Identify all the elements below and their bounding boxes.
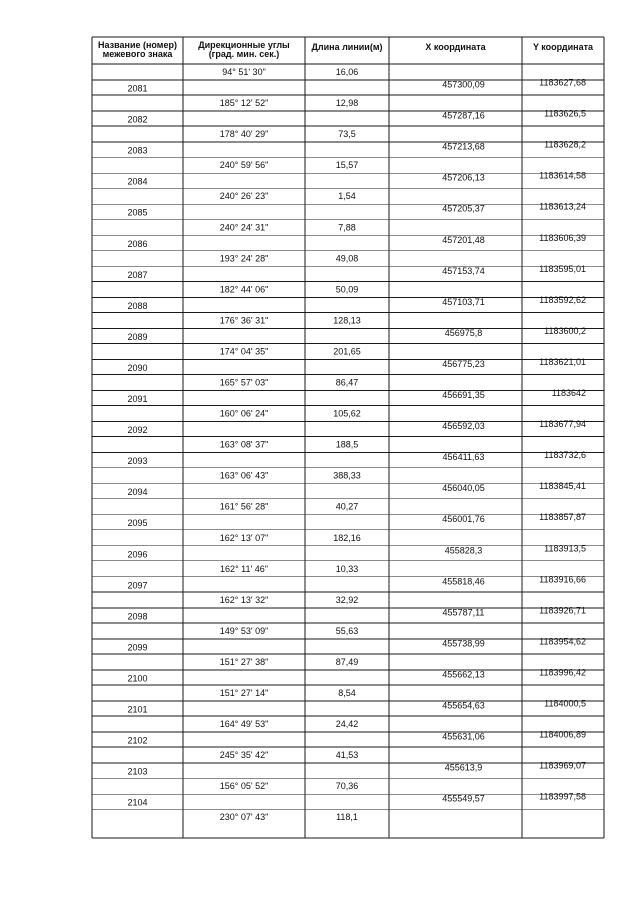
point-name: 2081 xyxy=(127,83,148,94)
point-name: 2088 xyxy=(127,300,148,311)
x-coordinate: 457287,16 xyxy=(442,110,485,121)
x-coordinate: 457300,09 xyxy=(442,79,485,90)
line-length: 388,33 xyxy=(333,470,361,481)
line-length: 70,36 xyxy=(335,781,359,792)
point-name: 2097 xyxy=(127,580,148,591)
y-coordinate: 1183642 xyxy=(551,388,586,399)
y-coordinate: 1183969,07 xyxy=(539,760,586,771)
line-length: 86,47 xyxy=(335,377,359,388)
line-length: 128,13 xyxy=(333,315,361,326)
line-length: 24,42 xyxy=(335,719,359,730)
table-grid xyxy=(92,37,604,838)
x-coordinate: 457103,71 xyxy=(442,296,485,307)
x-coordinate: 456592,03 xyxy=(442,421,485,432)
y-coordinate: 1183732,6 xyxy=(544,450,586,461)
point-name: 2082 xyxy=(127,114,148,125)
direction-angle: 160° 06' 24" xyxy=(219,408,269,419)
y-coordinate: 1183592,62 xyxy=(539,294,586,305)
direction-angle: 178° 40' 29" xyxy=(219,129,269,140)
line-length: 8,54 xyxy=(338,688,356,698)
y-coordinate: 1183626,5 xyxy=(544,108,586,119)
y-coordinate: 1183997,58 xyxy=(539,791,586,802)
direction-angle: 240° 24' 31" xyxy=(219,222,269,233)
header-name: Название (номер) xyxy=(98,40,177,50)
x-coordinate: 456775,23 xyxy=(442,358,485,369)
line-length: 10,33 xyxy=(335,563,359,574)
direction-angle: 94° 51' 30" xyxy=(222,67,266,77)
x-coordinate: 457205,37 xyxy=(442,203,485,214)
point-name: 2089 xyxy=(127,331,148,342)
x-coordinate: 455787,11 xyxy=(442,607,485,618)
point-name: 2095 xyxy=(127,518,148,529)
direction-angle: 240° 59' 56" xyxy=(219,160,269,171)
x-coordinate: 456691,35 xyxy=(442,390,485,401)
point-name: 2103 xyxy=(127,766,148,777)
point-name: 2104 xyxy=(127,797,148,808)
line-length: 87,49 xyxy=(335,656,359,667)
direction-angle: 162° 13' 07" xyxy=(219,532,269,543)
line-length: 40,27 xyxy=(335,501,359,512)
y-coordinate: 1183954,62 xyxy=(539,636,586,647)
y-coordinate: 1183627,68 xyxy=(539,77,586,88)
line-length: 188,5 xyxy=(335,439,359,450)
y-coordinate: 1183628,2 xyxy=(544,139,586,150)
x-coordinate: 456040,05 xyxy=(442,483,485,494)
x-coordinate: 456001,76 xyxy=(442,514,485,525)
y-coordinate: 1184000,5 xyxy=(544,698,586,709)
x-coordinate: 455613,9 xyxy=(444,762,483,773)
x-coordinate: 455662,13 xyxy=(442,669,485,680)
header-angle: Дирекционные углы xyxy=(198,40,290,50)
x-coordinate: 455818,46 xyxy=(442,576,485,587)
direction-angle: 182° 44' 06" xyxy=(219,284,269,295)
line-length: 16,06 xyxy=(335,67,359,77)
y-coordinate: 1183614,58 xyxy=(539,170,586,181)
point-name: 2098 xyxy=(127,611,148,622)
line-length: 41,53 xyxy=(335,750,359,761)
y-coordinate: 1183845,41 xyxy=(539,481,586,492)
x-coordinate: 457153,74 xyxy=(442,265,485,276)
x-coordinate: 457206,13 xyxy=(442,172,485,183)
point-name: 2102 xyxy=(127,735,148,746)
header-angle: (град. мин. сек.) xyxy=(208,49,280,59)
x-coordinate: 456975,8 xyxy=(444,327,483,338)
x-coordinate: 457213,68 xyxy=(442,141,485,152)
y-coordinate: 1183926,71 xyxy=(539,605,586,616)
header-x: X координата xyxy=(425,42,486,52)
direction-angle: 161° 56' 28" xyxy=(219,501,269,512)
y-coordinate: 1184006,89 xyxy=(539,729,586,740)
point-name: 2085 xyxy=(127,207,148,218)
y-coordinate: 1183916,66 xyxy=(539,574,586,585)
direction-angle: 156° 05' 52" xyxy=(219,781,269,792)
x-coordinate: 455654,63 xyxy=(442,700,485,711)
y-coordinate: 1183913,5 xyxy=(544,543,586,554)
point-name: 2096 xyxy=(127,549,148,560)
point-name: 2094 xyxy=(127,487,148,498)
y-coordinate: 1183600,2 xyxy=(544,325,586,336)
point-name: 2084 xyxy=(127,176,148,187)
y-coordinate: 1183621,01 xyxy=(539,356,586,367)
line-length: 105,62 xyxy=(333,408,361,419)
direction-angle: 162° 13' 32" xyxy=(219,594,269,605)
direction-angle: 230° 07' 43" xyxy=(219,812,269,823)
direction-angle: 151° 27' 38" xyxy=(219,656,269,667)
line-length: 1,54 xyxy=(338,191,356,202)
direction-angle: 174° 04' 35" xyxy=(219,346,269,357)
line-length: 182,16 xyxy=(333,532,361,543)
line-length: 50,09 xyxy=(335,284,359,295)
point-name: 2092 xyxy=(127,425,148,436)
point-name: 2093 xyxy=(127,456,148,467)
y-coordinate: 1183606,39 xyxy=(539,232,586,243)
direction-angle: 193° 24' 28" xyxy=(219,253,269,264)
x-coordinate: 455738,99 xyxy=(442,638,485,649)
direction-angle: 149° 53' 09" xyxy=(219,625,269,636)
point-name: 2091 xyxy=(127,394,148,405)
line-length: 7,88 xyxy=(338,222,356,233)
direction-angle: 151° 27' 14" xyxy=(219,688,269,698)
line-length: 49,08 xyxy=(335,253,359,264)
direction-angle: 176° 36' 31" xyxy=(219,315,269,326)
header-length: Длина линии(м) xyxy=(311,42,383,52)
point-name: 2087 xyxy=(127,269,148,280)
direction-angle: 162° 11' 46" xyxy=(220,563,268,574)
point-name: 2101 xyxy=(127,704,148,715)
point-name: 2083 xyxy=(127,145,148,156)
direction-angle: 165° 57' 03" xyxy=(219,377,269,388)
point-name: 2100 xyxy=(127,673,148,684)
x-coordinate: 455549,57 xyxy=(442,793,485,804)
direction-angle: 164° 49' 53" xyxy=(219,719,269,730)
line-length: 201,65 xyxy=(333,346,361,357)
x-coordinate: 457201,48 xyxy=(442,234,485,245)
y-coordinate: 1183677,94 xyxy=(539,419,586,430)
line-length: 12,98 xyxy=(335,98,359,109)
line-length: 55,63 xyxy=(335,625,359,636)
direction-angle: 185° 12' 52" xyxy=(219,98,269,109)
point-name: 2090 xyxy=(127,362,148,373)
line-length: 15,57 xyxy=(335,160,359,171)
y-coordinate: 1183595,01 xyxy=(539,263,586,274)
direction-angle: 163° 06' 43" xyxy=(219,470,269,481)
direction-angle: 163° 08' 37" xyxy=(219,439,269,450)
line-length: 32,92 xyxy=(335,594,359,605)
point-name: 2099 xyxy=(127,642,148,653)
header-y: Y координата xyxy=(532,42,594,52)
line-length: 118,1 xyxy=(336,812,358,823)
y-coordinate: 1183996,42 xyxy=(539,667,586,678)
point-name: 2086 xyxy=(127,238,148,249)
y-coordinate: 1183613,24 xyxy=(539,201,586,212)
x-coordinate: 456411,63 xyxy=(442,452,485,463)
direction-angle: 240° 26' 23" xyxy=(219,191,269,202)
header-name: межевого знака xyxy=(102,49,173,59)
x-coordinate: 455631,06 xyxy=(442,731,485,742)
line-length: 73,5 xyxy=(338,129,356,140)
x-coordinate: 455828,3 xyxy=(444,545,483,556)
direction-angle: 245° 35' 42" xyxy=(219,750,269,761)
y-coordinate: 1183857,87 xyxy=(539,512,586,523)
